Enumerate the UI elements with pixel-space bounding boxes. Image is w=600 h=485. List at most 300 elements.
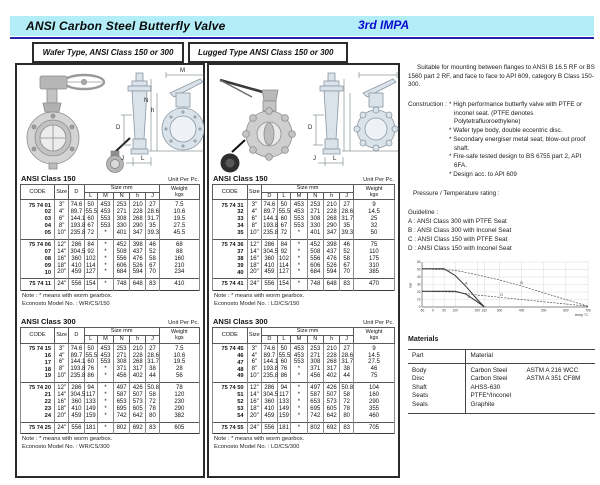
wafer-class150-header bbox=[21, 174, 199, 183]
value-cell: 6" bbox=[55, 359, 69, 366]
svg-text:A: A bbox=[465, 281, 468, 286]
column-header: M bbox=[291, 335, 307, 343]
value-cell: 271 bbox=[307, 209, 323, 216]
dim-label-J: J bbox=[313, 156, 316, 162]
value-cell: * bbox=[291, 392, 307, 399]
value-cell: 497 bbox=[307, 383, 323, 392]
value-cell: 92 bbox=[84, 249, 97, 256]
value-cell: 398 bbox=[323, 239, 339, 248]
value-cell: 159 bbox=[277, 413, 291, 422]
model-line: Econosto Model No. : LD/CS/300 bbox=[214, 444, 300, 450]
value-cell: 8" bbox=[55, 223, 69, 230]
value-cell: 28.6 bbox=[147, 352, 159, 359]
value-cell: 104 bbox=[354, 383, 395, 392]
svg-text:20: 20 bbox=[416, 289, 421, 294]
materials-row bbox=[408, 375, 595, 384]
value-cell: 371 bbox=[307, 366, 323, 373]
code-cell: 75 74 45 bbox=[213, 343, 248, 352]
value-cell: 402 bbox=[323, 373, 339, 382]
guideline-item: C : ANSI Class 150 with PTFE Seat bbox=[408, 236, 508, 244]
value-cell: 605 bbox=[323, 406, 339, 413]
value-cell: 60 bbox=[84, 359, 97, 366]
value-cell: 410 bbox=[262, 406, 277, 413]
value-cell: 398 bbox=[130, 239, 146, 248]
spec-row bbox=[21, 366, 200, 373]
value-cell: 160 bbox=[354, 392, 395, 399]
svg-text:40: 40 bbox=[416, 274, 421, 279]
column-header: L bbox=[277, 192, 291, 200]
value-cell: 46 bbox=[340, 239, 354, 248]
column-header: CODE bbox=[213, 328, 248, 343]
spec-row bbox=[213, 256, 395, 263]
svg-text:10: 10 bbox=[416, 297, 421, 302]
code-cell: 75 74 06 bbox=[21, 239, 55, 248]
value-cell: 497 bbox=[114, 383, 130, 392]
value-cell: 12" bbox=[247, 383, 262, 392]
code-cell: 38 bbox=[213, 256, 248, 263]
value-cell: 290 bbox=[354, 399, 395, 406]
value-cell: 14.5 bbox=[354, 353, 395, 360]
construction-item: * Wafer type body, double eccentric disc. bbox=[449, 127, 563, 135]
value-cell: 456 bbox=[307, 373, 323, 382]
spec-row bbox=[21, 373, 200, 382]
wafer-class150-table-host bbox=[20, 184, 200, 291]
value-cell: 74.6 bbox=[69, 343, 84, 352]
wafer-class300-notes bbox=[22, 436, 200, 451]
value-cell: 453 bbox=[291, 353, 307, 360]
value-cell: * bbox=[291, 230, 307, 239]
value-cell: 8" bbox=[247, 366, 262, 373]
spec-row bbox=[213, 269, 395, 278]
spec-row bbox=[21, 239, 200, 248]
value-cell: 6" bbox=[55, 216, 69, 223]
spec-row bbox=[21, 216, 200, 223]
value-cell: 556 bbox=[69, 422, 84, 434]
value-cell: 24" bbox=[55, 422, 69, 434]
value-cell: 308 bbox=[307, 359, 323, 366]
value-cell: 75 bbox=[354, 373, 395, 382]
value-cell: 193.8 bbox=[263, 366, 279, 373]
code-cell: 52 bbox=[213, 399, 248, 406]
spec-cell bbox=[522, 392, 595, 401]
column-header: h bbox=[130, 335, 146, 343]
value-cell: 6" bbox=[247, 359, 262, 366]
value-cell: 14" bbox=[55, 392, 69, 399]
value-cell: 58 bbox=[146, 256, 159, 263]
value-cell: 253 bbox=[307, 343, 323, 352]
value-cell: 80 bbox=[340, 413, 354, 422]
value-cell: 10.6 bbox=[159, 209, 199, 216]
value-cell: 94 bbox=[277, 383, 291, 392]
value-cell: 748 bbox=[307, 279, 323, 291]
value-cell: 286 bbox=[69, 383, 84, 392]
value-cell: 181 bbox=[84, 422, 97, 434]
spec-row bbox=[21, 269, 200, 278]
class-heading: ANSI Class 150 bbox=[21, 174, 76, 183]
value-cell: 234 bbox=[159, 269, 199, 278]
spec-row bbox=[21, 383, 200, 392]
guideline-item: A : ANSI Class 300 with PTFE Seat bbox=[408, 218, 507, 226]
code-cell: 75 74 11 bbox=[21, 279, 55, 291]
value-cell: 149 bbox=[85, 405, 96, 412]
svg-text:400: 400 bbox=[518, 308, 525, 313]
value-cell: 437 bbox=[130, 249, 146, 256]
value-cell: 10" bbox=[55, 230, 69, 239]
value-cell: 410 bbox=[69, 406, 84, 413]
value-cell: 27 bbox=[146, 200, 159, 209]
spec-table bbox=[20, 327, 200, 434]
value-cell: 605 bbox=[130, 406, 146, 413]
value-cell: 4" bbox=[247, 209, 262, 216]
value-cell: 453 bbox=[291, 343, 307, 352]
value-cell: 460 bbox=[354, 413, 395, 422]
svg-text:300: 300 bbox=[496, 308, 503, 313]
value-cell: 507 bbox=[130, 392, 146, 399]
value-cell: 28.6 bbox=[147, 209, 159, 216]
value-cell: 587 bbox=[114, 392, 130, 399]
value-cell: * bbox=[97, 249, 113, 256]
value-cell: 347 bbox=[130, 230, 146, 239]
value-cell: 14" bbox=[55, 249, 69, 256]
value-cell: 556 bbox=[262, 279, 277, 291]
code-cell: 49 bbox=[213, 373, 248, 382]
spec-row bbox=[213, 399, 395, 406]
column-header: N bbox=[307, 335, 323, 343]
value-cell: 10.6 bbox=[159, 353, 199, 360]
column-header: L bbox=[277, 335, 291, 343]
value-cell: 310 bbox=[354, 263, 395, 270]
code-cell: 75 74 25 bbox=[21, 422, 55, 434]
value-cell: 38 bbox=[340, 366, 354, 373]
value-cell: * bbox=[291, 399, 307, 406]
column-header: CODE bbox=[213, 185, 248, 200]
value-cell: 10" bbox=[247, 230, 262, 239]
value-cell: 286 bbox=[69, 239, 84, 248]
value-cell: 4" bbox=[247, 353, 262, 360]
svg-text:30: 30 bbox=[416, 282, 421, 287]
column-header: Size mm bbox=[262, 328, 354, 336]
spec-row bbox=[213, 223, 395, 230]
construction-item: * Secondary energiser metal seat, blow-out proof shaft. bbox=[449, 135, 586, 152]
svg-text:60: 60 bbox=[416, 259, 421, 264]
value-cell: 347 bbox=[323, 230, 339, 239]
spec-table bbox=[212, 184, 395, 291]
spec-row bbox=[213, 239, 395, 248]
value-cell: 50 bbox=[277, 200, 291, 209]
materials-heading: Materials bbox=[408, 336, 439, 344]
value-cell: 606 bbox=[307, 263, 323, 270]
svg-text:0: 0 bbox=[432, 308, 434, 313]
value-cell: 55.5 bbox=[85, 209, 98, 216]
info-sidebar bbox=[408, 64, 595, 414]
value-cell: 86 bbox=[277, 373, 291, 382]
value-cell: 587 bbox=[307, 392, 323, 399]
value-cell: 12" bbox=[55, 383, 69, 392]
value-cell: 4" bbox=[55, 353, 69, 360]
page-title: ANSI Carbon Steel Butterfly Valve bbox=[26, 19, 226, 33]
material-cell: AHSS-630 bbox=[470, 383, 501, 391]
value-cell: 120 bbox=[159, 392, 199, 399]
value-cell: 12" bbox=[247, 239, 262, 248]
value-cell: 76 bbox=[277, 366, 291, 373]
class-heading: ANSI Class 300 bbox=[21, 317, 76, 327]
value-cell: 235.8 bbox=[69, 373, 84, 382]
value-cell: 175 bbox=[354, 256, 395, 263]
value-cell: 210 bbox=[323, 200, 339, 209]
dim-label-L: L bbox=[333, 156, 337, 162]
value-cell: * bbox=[97, 413, 113, 422]
value-cell: 67 bbox=[84, 223, 97, 230]
column-header: J bbox=[340, 192, 354, 200]
lugged-class300-notes bbox=[214, 436, 395, 451]
value-cell: 55.5 bbox=[278, 352, 291, 359]
spec-row bbox=[213, 373, 395, 382]
column-header: M bbox=[97, 192, 113, 200]
value-cell: 553 bbox=[97, 223, 113, 230]
value-cell: 3" bbox=[55, 200, 69, 209]
header-rule bbox=[10, 37, 594, 39]
value-cell: 453 bbox=[291, 200, 307, 209]
code-cell: 17 bbox=[21, 359, 55, 366]
edition-label: 3rd IMPA bbox=[358, 18, 410, 32]
construction-item: * Fire-safe tested design to BS 6755 part 2, API 6FA. bbox=[449, 153, 582, 169]
value-cell: 268 bbox=[130, 216, 146, 223]
guideline-label: Guideline : bbox=[408, 208, 439, 216]
value-cell: * bbox=[97, 263, 113, 270]
spec-row bbox=[213, 359, 395, 366]
spec-row bbox=[213, 263, 395, 270]
spec-row bbox=[21, 353, 200, 360]
spec-row bbox=[213, 353, 395, 360]
value-cell: 27 bbox=[340, 343, 354, 352]
guideline-block bbox=[408, 208, 595, 254]
column-header: M bbox=[291, 192, 307, 200]
value-cell: 684 bbox=[307, 269, 323, 278]
value-cell: 50.8 bbox=[340, 383, 354, 392]
value-cell: 24" bbox=[247, 279, 262, 291]
value-cell: 426 bbox=[323, 383, 339, 392]
wafer-panel bbox=[15, 63, 205, 478]
value-cell: 114 bbox=[85, 262, 96, 269]
spec-row bbox=[213, 249, 395, 256]
code-cell: 02 bbox=[21, 209, 55, 216]
materials-table bbox=[408, 349, 595, 414]
column-header: D bbox=[69, 328, 84, 343]
spec-row bbox=[213, 209, 395, 216]
value-cell: 74.6 bbox=[262, 200, 277, 209]
value-cell: 459 bbox=[69, 413, 84, 422]
value-cell: 56 bbox=[159, 373, 199, 382]
value-cell: 459 bbox=[262, 269, 277, 278]
code-cell: 46 bbox=[213, 353, 248, 360]
spec-row bbox=[21, 223, 200, 230]
spec-row bbox=[21, 279, 200, 291]
value-cell: 308 bbox=[114, 216, 130, 223]
value-cell: 308 bbox=[307, 216, 323, 223]
value-cell: 72 bbox=[84, 230, 97, 239]
value-cell: 692 bbox=[323, 422, 339, 434]
value-cell: 50 bbox=[84, 343, 97, 352]
value-cell: 553 bbox=[291, 216, 307, 223]
value-cell: * bbox=[291, 422, 307, 434]
value-cell: * bbox=[291, 279, 307, 291]
wafer-drawing-area bbox=[20, 67, 200, 173]
value-cell: 410 bbox=[69, 263, 84, 270]
value-cell: 10" bbox=[55, 373, 69, 382]
value-cell: 802 bbox=[114, 422, 130, 434]
value-cell: 228 bbox=[130, 209, 146, 216]
spec-table bbox=[212, 327, 395, 434]
code-cell: 51 bbox=[213, 392, 248, 399]
construction-item: * High performance butterfly valve with PTFE or inconel seat. (PTFE denotes Polytetrafluoroethylene) bbox=[449, 101, 582, 126]
spec-table bbox=[20, 184, 200, 291]
svg-text:bar: bar bbox=[408, 281, 413, 288]
dim-label-h: h bbox=[151, 108, 155, 114]
note-line: Note : * means with worm gearbox. bbox=[22, 293, 113, 300]
value-cell: 94 bbox=[84, 383, 97, 392]
code-cell: 75 74 50 bbox=[213, 383, 248, 392]
value-cell: 802 bbox=[307, 422, 323, 434]
materials-row bbox=[408, 384, 595, 393]
code-cell: 37 bbox=[213, 249, 248, 256]
value-cell: 271 bbox=[114, 209, 130, 216]
value-cell: 18" bbox=[247, 406, 262, 413]
code-cell: 75 74 31 bbox=[213, 200, 248, 209]
value-cell: 573 bbox=[130, 399, 146, 406]
value-cell: 16" bbox=[247, 256, 262, 263]
spec-row bbox=[213, 366, 395, 373]
construction-block bbox=[408, 101, 595, 179]
value-cell: 44 bbox=[146, 373, 159, 382]
value-cell: 317 bbox=[130, 366, 146, 373]
part-cell: Disc bbox=[408, 375, 466, 384]
unit-label: Unit Per Pc. bbox=[168, 177, 199, 183]
value-cell: 253 bbox=[114, 200, 130, 209]
spec-row bbox=[213, 413, 395, 422]
mini-dark-valve bbox=[221, 140, 246, 173]
value-cell: 290 bbox=[159, 406, 199, 413]
value-cell: 573 bbox=[323, 399, 339, 406]
lugged-panel bbox=[207, 63, 400, 478]
model-line: Econosto Model No. : WR/CS/300 bbox=[22, 444, 110, 450]
svg-text:500: 500 bbox=[541, 308, 547, 313]
value-cell: 46 bbox=[354, 366, 395, 373]
code-cell: 75 74 15 bbox=[21, 343, 55, 352]
value-cell: 653 bbox=[114, 399, 130, 406]
column-header: Size bbox=[55, 328, 69, 343]
value-cell: 27.5 bbox=[354, 359, 395, 366]
column-header: Size bbox=[55, 185, 69, 200]
code-cell: 18 bbox=[21, 366, 55, 373]
value-cell: * bbox=[97, 373, 113, 382]
construction-label: Construction : bbox=[408, 101, 447, 109]
spec-row bbox=[21, 209, 200, 216]
value-cell: 92 bbox=[277, 249, 291, 256]
svg-text:50: 50 bbox=[416, 267, 421, 272]
value-cell: 76 bbox=[84, 366, 97, 373]
value-cell: 426 bbox=[130, 383, 146, 392]
value-cell: 133 bbox=[85, 398, 96, 405]
value-cell: 52 bbox=[146, 249, 159, 256]
column-header: h bbox=[130, 192, 146, 200]
value-cell: 19.5 bbox=[159, 216, 199, 223]
value-cell: 60 bbox=[84, 216, 97, 223]
value-cell: 58 bbox=[340, 256, 354, 263]
value-cell: 553 bbox=[291, 359, 307, 366]
value-cell: * bbox=[97, 422, 113, 434]
column-header: Size bbox=[247, 328, 262, 343]
value-cell: 748 bbox=[114, 279, 130, 291]
svg-text:232: 232 bbox=[481, 308, 488, 313]
column-header: L bbox=[84, 335, 97, 343]
value-cell: 286 bbox=[262, 383, 277, 392]
value-cell: 3" bbox=[247, 200, 262, 209]
value-cell: 83 bbox=[340, 279, 354, 291]
code-cell: 47 bbox=[213, 359, 248, 366]
value-cell: 181 bbox=[277, 422, 291, 434]
column-header: N bbox=[114, 192, 130, 200]
value-cell: 35 bbox=[146, 223, 159, 230]
value-cell: 228 bbox=[323, 209, 339, 216]
value-cell: 330 bbox=[307, 223, 323, 230]
value-cell: 38 bbox=[146, 366, 159, 373]
value-cell: * bbox=[291, 366, 307, 373]
column-header: N bbox=[114, 335, 130, 343]
spec-row bbox=[21, 200, 200, 209]
value-cell: 371 bbox=[114, 366, 130, 373]
spec-row bbox=[213, 216, 395, 223]
value-cell: 12" bbox=[55, 239, 69, 248]
lugged-class150-header bbox=[213, 174, 394, 183]
note-line: Note : * means with worm gearbox. bbox=[214, 436, 305, 443]
class-heading: ANSI Class 300 bbox=[213, 317, 268, 327]
value-cell: 553 bbox=[97, 359, 113, 366]
code-cell: 33 bbox=[213, 216, 248, 223]
spec-cell bbox=[522, 401, 595, 414]
code-cell: 40 bbox=[213, 269, 248, 278]
value-cell: 144.1 bbox=[70, 359, 86, 366]
code-cell: 23 bbox=[21, 406, 55, 413]
svg-text:50: 50 bbox=[442, 308, 446, 313]
value-cell: 55.5 bbox=[278, 209, 291, 216]
value-cell: 304.5 bbox=[263, 248, 279, 255]
value-cell: 476 bbox=[130, 256, 146, 263]
code-cell: 21 bbox=[21, 392, 55, 399]
value-cell: 606 bbox=[114, 263, 130, 270]
value-cell: 304.5 bbox=[70, 392, 86, 399]
unit-label: Unit Per Pc. bbox=[363, 177, 394, 183]
column-header: Weight kgs bbox=[159, 328, 199, 343]
wafer-class300-table-host bbox=[20, 327, 200, 434]
value-cell: 453 bbox=[97, 343, 113, 352]
value-cell: 27 bbox=[340, 200, 354, 209]
value-cell: 235.8 bbox=[262, 373, 277, 382]
column-header: CODE bbox=[21, 185, 55, 200]
value-cell: * bbox=[97, 399, 113, 406]
materials-header-row bbox=[408, 349, 595, 363]
value-cell: 20" bbox=[247, 413, 262, 422]
value-cell: 10" bbox=[247, 373, 262, 382]
pt-curve-D bbox=[422, 291, 588, 306]
value-cell: 742 bbox=[307, 413, 323, 422]
value-cell: 605 bbox=[159, 422, 199, 434]
value-cell: 193.8 bbox=[263, 223, 279, 230]
value-cell: 330 bbox=[114, 223, 130, 230]
value-cell: 235.8 bbox=[69, 230, 84, 239]
value-cell: 14" bbox=[247, 392, 262, 399]
value-cell: 268 bbox=[323, 216, 339, 223]
column-header: M bbox=[97, 335, 113, 343]
